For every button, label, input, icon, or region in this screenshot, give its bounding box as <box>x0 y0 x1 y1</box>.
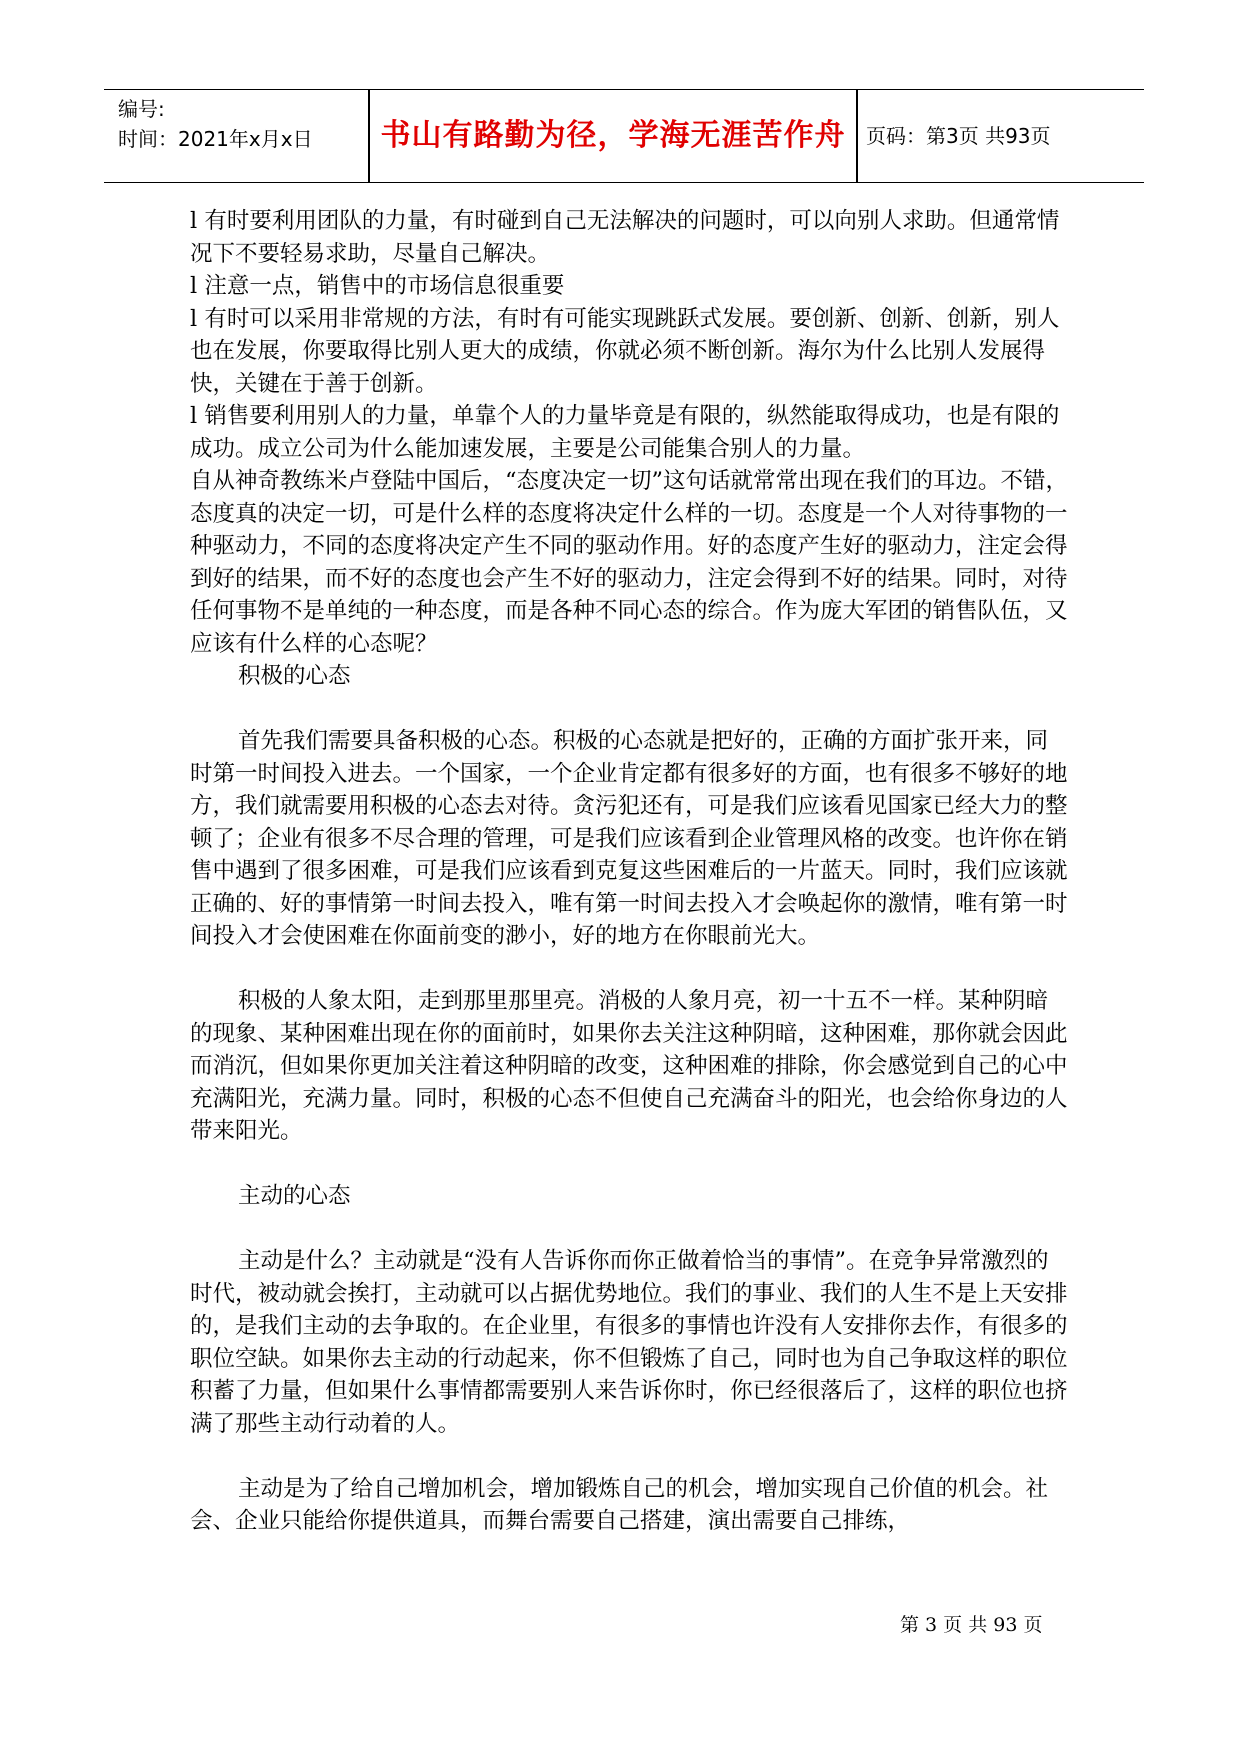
section-heading: 积极的心态 <box>238 663 351 689</box>
spacer <box>190 1440 1070 1473</box>
header-motto: 书山有路勤为径，学海无涯苦作舟 <box>380 118 846 153</box>
bullet-item: l 有时要利用团队的力量，有时碰到自己无法解决的问题时，可以向别人求助。但通常情况下不要轻易求助，尽量自己解决。 <box>190 208 1060 267</box>
paragraph: 自从神奇教练米卢登陆中国后，“态度决定一切”这句话就常常出现在我们的耳边。不错，态度真的决定一切，可是什么样的态度将决定什么样的一切。态度是一个人对待事物的一种驱动力，不同的态度将决定产生不同的驱动作用。好的态度产生好的驱动力，注定会得到好的结果，而不好的态度也会产生不好的驱动力，注定会得到不好的结果。同时，对待任何事物不是单纯的一种态度，而是各种不同心态的综合。作为庞大军团的销售队伍，又应该有什么样的心态呢？ <box>190 468 1069 657</box>
header-page-number: 页码：第3页 共93页 <box>866 124 1051 148</box>
paragraph: 主动是为了给自己增加机会，增加锻炼自己的机会，增加实现自己价值的机会。社会、企业只能给你提供道具，而舞台需要自己搭建，演出需要自己排练， <box>190 1475 1049 1534</box>
bullet-item: l 注意一点，销售中的市场信息很重要 <box>190 273 565 299</box>
spacer <box>190 953 1070 986</box>
header-divider <box>856 90 858 182</box>
section-heading: 主动的心态 <box>238 1183 351 1209</box>
page-footer: 第 3 页 共 93 页 <box>900 1614 1043 1636</box>
spacer <box>190 1148 1070 1181</box>
paragraph: 主动是什么？主动就是“没有人告诉你而你正做着恰当的事情”。在竞争异常激烈的时代，被动就会挨打，主动就可以占据优势地位。我们的事业、我们的人生不是上天安排的，是我们主动的去争取的。在企业里，有很多的事情也许没有人安排你去作，有很多的职位空缺。如果你去主动的行动起来，你不但锻炼了自己，同时也为自己争取这样的职位积蓄了力量，但如果什么事情都需要别人来告诉你时，你已经很落后了，这样的职位也挤满了那些主动行动着的人。 <box>190 1248 1068 1437</box>
serial-number-label: 编号: <box>118 97 165 121</box>
page-header <box>104 89 1144 183</box>
header-meta <box>118 94 368 154</box>
spacer <box>190 1213 1070 1246</box>
paragraph: 首先我们需要具备积极的心态。积极的心态就是把好的，正确的方面扩张开来，同时第一时间投入进去。一个国家，一个企业肯定都有很多好的方面，也有很多不够好的地方，我们就需要用积极的心态去对待。贪污犯还有，可是我们应该看见国家已经大力的整顿了；企业有很多不尽合理的管理，可是我们应该看到企业管理风格的改变。也许你在销售中遇到了很多困难，可是我们应该看到克复这些困难后的一片蓝天。同时，我们应该就正确的、好的事情第一时间去投入，唯有第一时间去投入才会唤起你的激情，唯有第一时间投入才会使困难在你面前变的渺小，好的地方在你眼前光大。 <box>190 728 1068 949</box>
date-line: 时间：2021年x月x日 <box>118 127 313 151</box>
bullet-item: l 有时可以采用非常规的方法，有时有可能实现跳跃式发展。要创新、创新、创新，别人也在发展，你要取得比别人更大的成绩，你就必须不断创新。海尔为什么比别人发展得快，关键在于善于创新。 <box>190 305 1060 397</box>
bullet-item: l 销售要利用别人的力量，单靠个人的力量毕竟是有限的，纵然能取得成功，也是有限的成功。成立公司为什么能加速发展，主要是公司能集合别人的力量。 <box>190 403 1060 462</box>
document-body <box>190 205 1070 1538</box>
paragraph: 积极的人象太阳，走到那里那里亮。消极的人象月亮，初一十五不一样。某种阴暗的现象、某种困难出现在你的面前时，如果你去关注这种阴暗，这种困难，那你就会因此而消沉，但如果你更加关注着这种阴暗的改变，这种困难的排除，你会感觉到自己的心中充满阳光，充满力量。同时，积极的心态不但使自己充满奋斗的阳光，也会给你身边的人带来阳光。 <box>190 988 1068 1144</box>
spacer <box>190 693 1070 726</box>
